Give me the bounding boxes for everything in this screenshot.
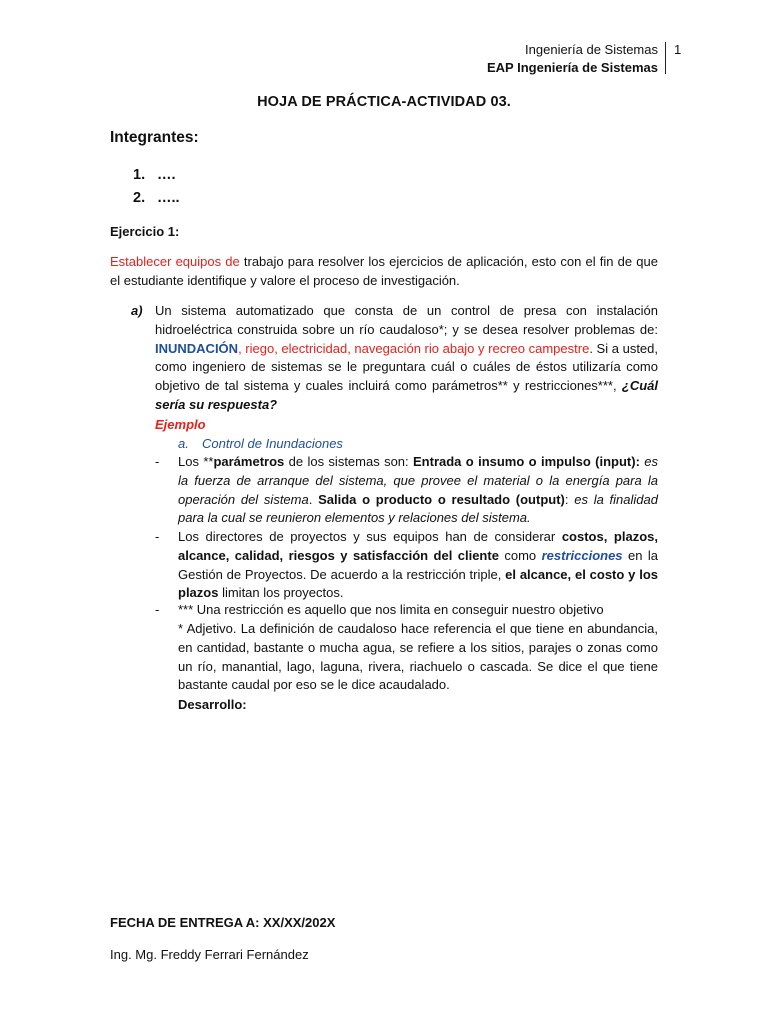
sub-letter: a. [178,436,189,451]
members-heading: Integrantes: [110,129,199,146]
list-item [133,187,180,210]
item-a-text: Un sistema automatizado que consta de un control de presa con instalación hidroeléctrica construida sobre un río caudaloso*; y se desea resolver problemas de: [155,303,658,337]
bullet-dash: - [155,454,160,469]
header-divider [665,42,666,74]
bullet-bold: Salida o producto o resultado (output) [318,491,565,507]
bullet-italic: es la finalidad para la cual se reunieron elementos y relaciones del sistema. [178,491,658,526]
list-number: 2. [133,190,146,206]
bullet-bold: el alcance, el costo y los plazos [178,566,659,601]
running-header [487,41,658,77]
members-list [133,164,180,210]
header-school: EAP Ingeniería de Sistemas [487,60,658,75]
bullet-bold: costos, plazos, alcance, calidad, riesgos y satisfacción del cliente [178,529,658,563]
bullet-constraints [178,528,658,603]
exercise-heading: Ejercicio 1: [110,224,180,239]
bullet-text: Los directores de proyectos y sus equipos han de considerar [178,529,562,544]
bullet-parameters [178,453,658,528]
bullet-dash: - [155,602,160,617]
bullet-bold: Entrada o insumo o impulso (input): [413,454,640,469]
bullet-bold: parámetros [213,454,285,469]
bullet-text: limitan los proyectos. [218,585,344,601]
note-caudaloso: * Adjetivo. La definición de caudaloso hace referencia el que tiene en abundancia, en cantidad, bastante o mucha agua, se refiere a los sitios, parajes o zonas como un río, manantial, lago, laguna, rivera, riachuelo o cascada. Se dice el que tiene bastante caudal por eso se le dice acaudalado. [178,621,658,693]
example-label: Ejemplo [155,417,206,432]
author: Ing. Mg. Freddy Ferrari Fernández [110,947,309,962]
bullet-text: : [564,491,575,507]
example-subheading [178,435,343,454]
bullet-text: de los sistemas son: [284,454,414,469]
item-a-flood-keyword: INUNDACIÓN [155,340,239,356]
item-a-text-cont: . Si a usted, como ingeniero de sistemas se le preguntara cuál o cuáles de éstos utilizaría como objetivo de tal sistema y cuales incluirá como parámetros** y restricciones***, [155,340,659,394]
bullet-text: . [308,491,319,507]
item-a-label: a) [131,303,143,318]
deadline: FECHA DE ENTREGA A: XX/XX/202X [110,915,336,930]
restricciones-keyword: restricciones [541,547,623,563]
item-a-paragraph [155,302,658,415]
list-number: 1. [133,167,146,183]
bullet-text: como [498,547,542,563]
exercise-intro [110,253,658,291]
list-item [133,164,180,187]
bullet-dash: - [155,529,160,544]
item-a-question: ¿Cuál sería su respuesta? [155,378,658,412]
bullet-text: en la Gestión de Proyectos. De acuerdo a la restricción triple, [178,547,658,582]
header-department: Ingeniería de Sistemas [525,42,658,57]
intro-highlight: Establecer equipos de [110,254,240,269]
bullet-restriction-def: *** Una restricción es aquello que nos limita en conseguir nuestro objetivo [178,602,604,617]
intro-text: trabajo para resolver los ejercicios de aplicación, esto con el fin de que el estudiante identifique y valore el proceso de investigación. [110,254,658,288]
page-number: 1 [674,42,682,57]
bullet-text: Los ** [178,454,214,469]
development-heading: Desarrollo: [178,697,247,712]
document-title: HOJA DE PRÁCTICA-ACTIVIDAD 03. [257,94,511,110]
item-a-problems: , riego, electricidad, navegación rio abajo y recreo campestre [238,340,590,356]
sub-title: Control de Inundaciones [202,436,343,451]
list-text: …. [157,167,176,183]
bullet-italic: es la fuerza de arranque del sistema, que provee el material o la energía para la operación del sistema [178,454,659,507]
list-text: ….. [157,190,180,206]
